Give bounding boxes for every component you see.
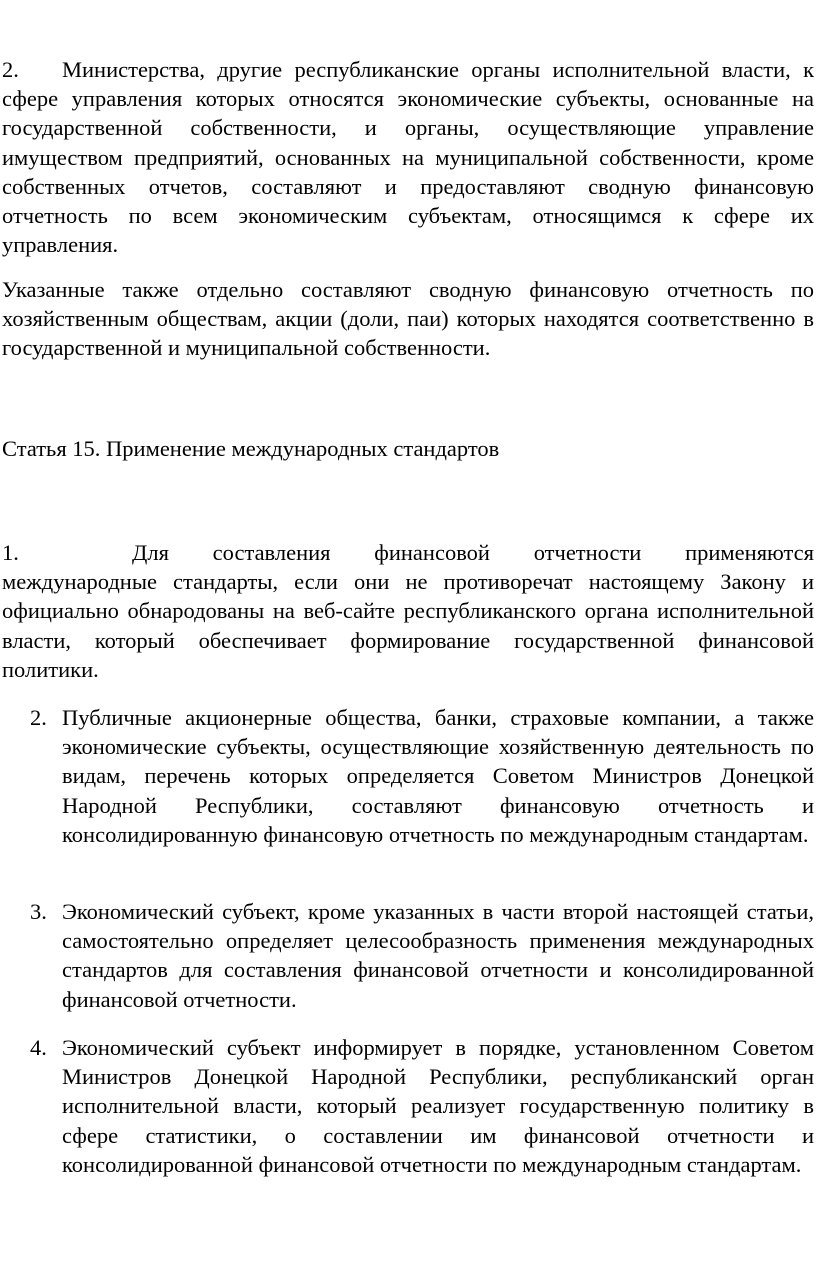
paragraph-number: 2. — [2, 57, 19, 82]
list-item-number: 4. — [30, 1035, 47, 1060]
item-text: Для составления финансовой отчетности применяются международные стандарты, если они не противоречат настоящему Закону и официально обнародованы на веб-сайте республиканского органа исполнительной власти, который обеспечивает формирование государственной финансовой политики. — [2, 540, 814, 682]
list-item-text: Экономический субъект информирует в порядке, установленном Советом Министров Донецкой Народной Республики, республиканский орган исполнительной власти, который реализует государственную политику в сфере статистики, о составлении им финансовой отчетности и консолидированной финансовой отчетности по международным стандартам. — [62, 1035, 814, 1177]
article-heading: Статья 15. Применение международных стандартов — [2, 436, 500, 461]
paragraph-text: Министерства, другие республиканские органы исполнительной власти, к сфере управления которых относятся экономические субъекты, основанные на государственной собственности, и органы, осуществляющие управление имуществом предприятий, основанных на муниципальной собственности, кроме собственных отчетов, составляют и предоставляют сводную финансовую отчетность по всем экономическим субъектам, относящимся к сфере их управления. — [2, 57, 814, 258]
item-number: 1. — [2, 540, 19, 565]
article-item-1 — [2, 538, 814, 684]
list-item-number: 2. — [30, 705, 47, 730]
paragraph-2-continuation: Указанные также отдельно составляют сводную финансовую отчетность по хозяйственным обществам, акции (доли, паи) которых находятся соответственно в государственной и муниципальной собственности. — [2, 277, 814, 361]
list-item-text: Экономический субъект, кроме указанных в части второй настоящей статьи, самостоятельно определяет целесообразность применения международных стандартов для составления финансовой отчетности и консолидированной финансовой отчетности. — [62, 899, 814, 1012]
list-item-number: 3. — [30, 899, 47, 924]
paragraph-2 — [2, 55, 814, 259]
list-item-text: Публичные акционерные общества, банки, страховые компании, а также экономические субъекты, осуществляющие хозяйственную деятельность по видам, перечень которых определяется Советом Министров Донецкой Народной Республики, составляют финансовую отчетность и консолидированную финансовую отчетность по международным стандартам. — [62, 705, 814, 847]
